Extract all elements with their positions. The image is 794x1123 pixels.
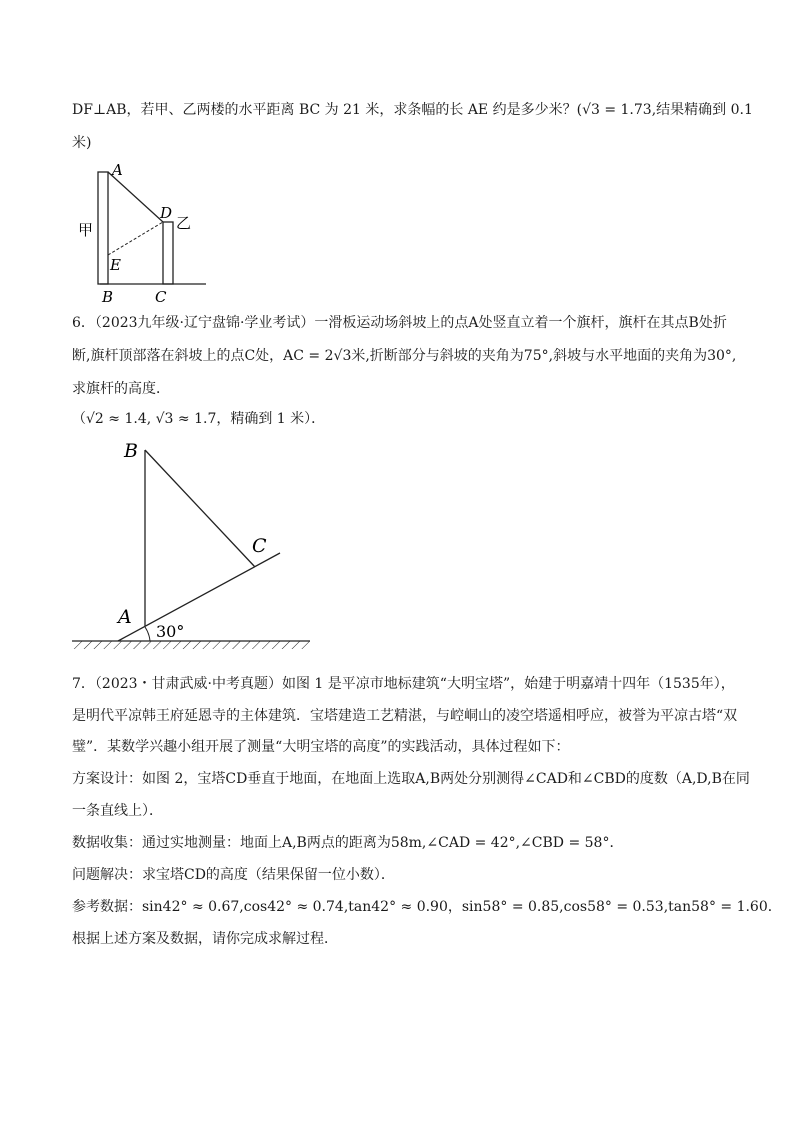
q5-label-d: D	[160, 204, 173, 222]
q7-text-line-9: 根据上述方案及数据，请你完成求解过程．	[72, 931, 338, 947]
q5-building-yi	[163, 222, 173, 284]
q5-text-line-2: 米)	[72, 135, 92, 151]
q7-text-line-3: 璧”．某数学兴趣小组开展了测量“大明宝塔的高度”的实践活动，具体过程如下：	[72, 739, 570, 755]
q7-text-line-8: 参考数据：sin42° ≈ 0.67,cos42° ≈ 0.74,tan42° ≈ 0.90，sin58° = 0.85,cos58° = 0.53,tan58° = 1.60．	[72, 899, 782, 915]
q6-text-line-4: （√2 ≈ 1.4, √3 ≈ 1.7，精确到 1 米）．	[72, 411, 326, 427]
q5-label-jia: 甲	[78, 221, 94, 239]
q5-segment-ad	[108, 172, 163, 222]
q7-text-line-7: 问题解决：求宝塔CD的高度（结果保留一位小数）．	[72, 867, 395, 883]
q6-text-line-1: 6．（2023九年级·辽宁盘锦·学业考试）一滑板运动场斜坡上的点A处竖直立着一个旗杆，旗杆在其点B处折	[72, 315, 727, 331]
q7-text-line-5: 一条直线上）．	[72, 803, 163, 819]
q5-segment-de-dashed	[108, 222, 163, 255]
q6-label-b: B	[124, 440, 138, 462]
q6-ground-hatch	[72, 641, 310, 649]
q6-label-a: A	[118, 606, 132, 628]
q5-label-e: E	[110, 256, 121, 274]
q7-text-line-2: 是明代平凉韩王府延恩寺的主体建筑．宝塔建造工艺精湛，与崆峒山的凌空塔遥相呼应，被誉为平凉古塔“双	[72, 708, 738, 724]
q7-text-line-1: 7．（2023・甘肃武威·中考真题）如图 1 是平凉市地标建筑“大明宝塔”，始建于明嘉靖十四年（1535年），	[72, 676, 735, 692]
q5-label-a: A	[112, 161, 123, 179]
q5-label-yi: 乙	[176, 214, 192, 232]
q5-text-line-1: DF⊥AB，若甲、乙两楼的水平距离 BC 为 21 米，求条幅的长 AE 约是多少米？(√3 = 1.73,结果精确到 0.1	[72, 102, 753, 118]
q7-text-line-4: 方案设计：如图 2，宝塔CD垂直于地面，在地面上选取A,B两处分别测得∠CAD和∠CBD的度数（A,D,B在同	[72, 771, 750, 787]
q6-slope-line	[118, 553, 280, 641]
q6-label-c: C	[252, 535, 267, 557]
q5-building-jia	[98, 172, 108, 284]
q6-angle-arc	[145, 627, 150, 641]
q5-label-c: C	[155, 288, 167, 306]
q7-text-line-6: 数据收集：通过实地测量：地面上A,B两点的距离为58m,∠CAD = 42°,∠CBD = 58°．	[72, 835, 624, 851]
q5-figure	[78, 155, 210, 307]
q6-figure	[70, 435, 320, 660]
q6-text-line-2: 断,旗杆顶部落在斜坡上的点C处，AC = 2√3米,折断部分与斜坡的夹角为75°,斜坡与水平地面的夹角为30°,	[72, 348, 737, 364]
q6-text-line-3: 求旗杆的高度．	[72, 381, 170, 397]
q5-label-b: B	[102, 288, 114, 306]
q6-segment-bc	[145, 450, 255, 567]
q6-label-angle: 30°	[156, 622, 185, 641]
